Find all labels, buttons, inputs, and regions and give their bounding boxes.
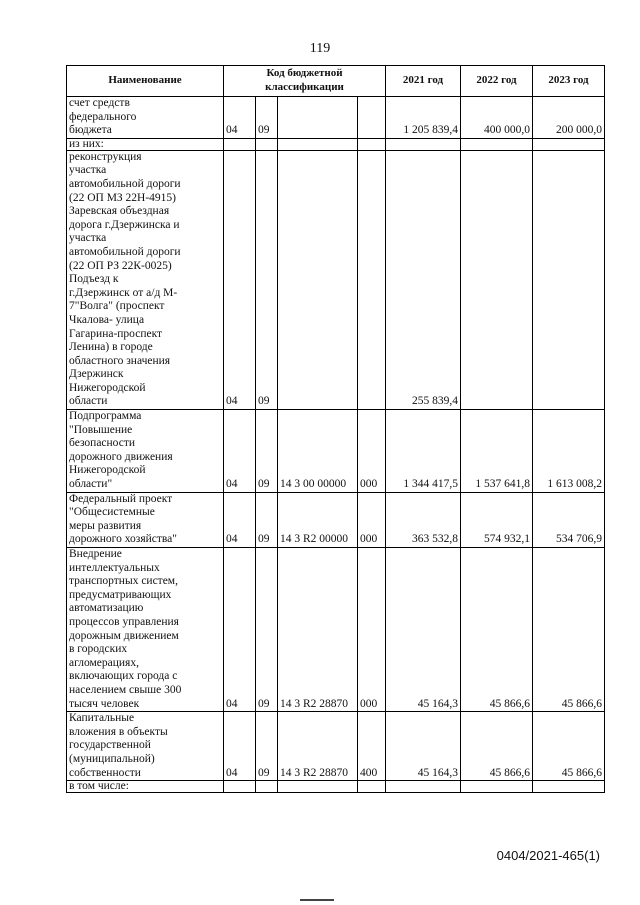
row-value-2023: 200 000,0 xyxy=(533,97,605,139)
header-2023: 2023 год xyxy=(533,66,605,97)
row-name: реконструкция участка автомобильной дороги (22 ОП МЗ 22Н-4915) Заревская объездная дорога г.Дзержинска и участка автомобильной дороги (22 ОП РЗ 22К-0025) Подъезд к г.Дзержинск от а/д М- 7"Волга" (проспект Чкалова- улица Гагарина-проспект Ленина) в городе областного значения Дзержинск Нижегородской области xyxy=(67,150,224,409)
row-value-2021 xyxy=(386,781,461,793)
row-name: счет средств федерального бюджета xyxy=(67,97,224,139)
header-2022: 2022 год xyxy=(461,66,533,97)
row-target-article xyxy=(278,781,358,793)
row-expense-type xyxy=(358,97,386,139)
row-value-2021: 363 532,8 xyxy=(386,492,461,547)
table-row xyxy=(67,492,605,547)
row-expense-type: 000 xyxy=(358,492,386,547)
row-value-2023: 1 613 008,2 xyxy=(533,410,605,493)
row-expense-type: 000 xyxy=(358,410,386,493)
row-section: 04 xyxy=(224,97,256,139)
row-target-article xyxy=(278,150,358,409)
row-target-article: 14 3 R2 28870 xyxy=(278,548,358,712)
row-expense-type: 400 xyxy=(358,712,386,781)
row-value-2023: 45 866,6 xyxy=(533,712,605,781)
row-subsection: 09 xyxy=(256,548,278,712)
row-section: 04 xyxy=(224,492,256,547)
row-value-2022 xyxy=(461,138,533,150)
page-number: 119 xyxy=(309,41,331,56)
row-expense-type: 000 xyxy=(358,548,386,712)
row-target-article: 14 3 R2 28870 xyxy=(278,712,358,781)
row-value-2022: 45 866,6 xyxy=(461,712,533,781)
header-code: Код бюджетной классификации xyxy=(224,66,386,97)
row-section xyxy=(224,138,256,150)
row-value-2022: 45 866,6 xyxy=(461,548,533,712)
row-value-2021: 255 839,4 xyxy=(386,150,461,409)
row-name: из них: xyxy=(67,138,224,150)
row-value-2021: 1 205 839,4 xyxy=(386,97,461,139)
table-row xyxy=(67,97,605,139)
row-section: 04 xyxy=(224,548,256,712)
row-expense-type xyxy=(358,150,386,409)
row-value-2023 xyxy=(533,150,605,409)
table-body xyxy=(67,97,605,793)
table-row xyxy=(67,410,605,493)
table-header-row xyxy=(67,66,605,97)
row-section: 04 xyxy=(224,712,256,781)
table-row xyxy=(67,781,605,793)
row-expense-type xyxy=(358,781,386,793)
row-section: 04 xyxy=(224,150,256,409)
row-value-2023: 45 866,6 xyxy=(533,548,605,712)
row-value-2022: 574 932,1 xyxy=(461,492,533,547)
row-expense-type xyxy=(358,138,386,150)
row-target-article: 14 3 00 00000 xyxy=(278,410,358,493)
row-subsection: 09 xyxy=(256,712,278,781)
row-target-article: 14 3 R2 00000 xyxy=(278,492,358,547)
row-value-2022: 400 000,0 xyxy=(461,97,533,139)
row-name: Капитальные вложения в объекты государственной (муниципальной) собственности xyxy=(67,712,224,781)
header-name: Наименование xyxy=(67,66,224,97)
row-target-article xyxy=(278,97,358,139)
table-row xyxy=(67,712,605,781)
row-subsection xyxy=(256,781,278,793)
row-name: в том числе: xyxy=(67,781,224,793)
row-value-2021: 45 164,3 xyxy=(386,712,461,781)
row-value-2023 xyxy=(533,781,605,793)
row-name: Федеральный проект "Общесистемные меры развития дорожного хозяйства" xyxy=(67,492,224,547)
row-value-2023 xyxy=(533,138,605,150)
document-code: 0404/2021-465(1) xyxy=(496,848,600,863)
row-subsection: 09 xyxy=(256,150,278,409)
scan-mark xyxy=(300,899,334,901)
row-section xyxy=(224,781,256,793)
row-value-2021 xyxy=(386,138,461,150)
row-subsection: 09 xyxy=(256,410,278,493)
row-subsection: 09 xyxy=(256,492,278,547)
row-value-2022: 1 537 641,8 xyxy=(461,410,533,493)
header-2021: 2021 год xyxy=(386,66,461,97)
budget-table xyxy=(66,65,605,793)
row-value-2023: 534 706,9 xyxy=(533,492,605,547)
row-subsection xyxy=(256,138,278,150)
table-row xyxy=(67,548,605,712)
row-value-2021: 45 164,3 xyxy=(386,548,461,712)
row-value-2021: 1 344 417,5 xyxy=(386,410,461,493)
row-name: Подпрограмма "Повышение безопасности дорожного движения Нижегородской области" xyxy=(67,410,224,493)
table-row xyxy=(67,150,605,409)
table-row xyxy=(67,138,605,150)
row-value-2022 xyxy=(461,150,533,409)
row-value-2022 xyxy=(461,781,533,793)
row-target-article xyxy=(278,138,358,150)
row-section: 04 xyxy=(224,410,256,493)
row-subsection: 09 xyxy=(256,97,278,139)
row-name: Внедрение интеллектуальных транспортных систем, предусматривающих автоматизацию процессов управления дорожным движением в городских агломерациях, включающих города с населением свыше 300 тысяч человек xyxy=(67,548,224,712)
